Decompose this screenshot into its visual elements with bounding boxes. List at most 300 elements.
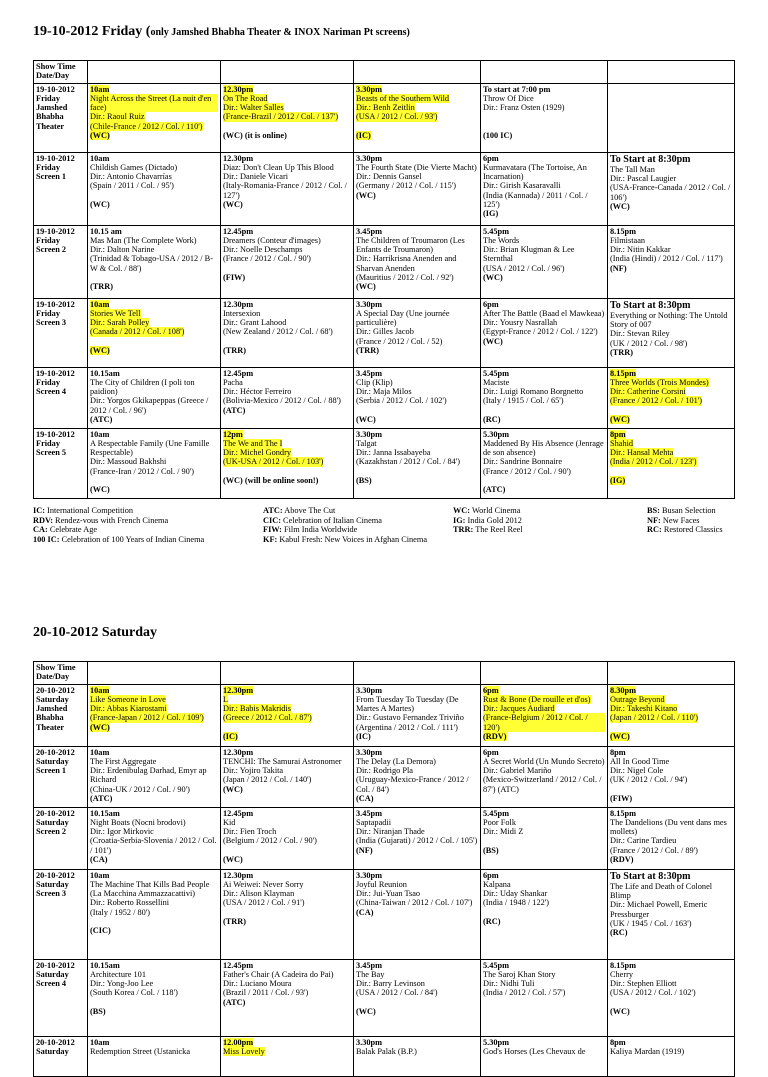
screening-line xyxy=(483,476,605,485)
screening-line: (USA / 2012 / Col. / 102') xyxy=(610,988,696,998)
header-cell-empty xyxy=(221,61,354,84)
screening-time: 3.30pm xyxy=(356,1037,383,1047)
screening-time: 12.30pm xyxy=(223,299,254,309)
screening-line xyxy=(610,406,732,415)
screening-cell xyxy=(608,225,735,298)
screening-line: Talgat xyxy=(356,438,377,448)
screening-line: (BS) xyxy=(483,845,499,855)
screening-time: 12pm xyxy=(223,429,243,439)
screening-line: Dir.: Alison Klayman xyxy=(223,889,295,899)
screening-line: Saptapadii xyxy=(356,817,392,827)
screening-line: (Argentina / 2012 / Col. / 111') xyxy=(356,722,458,732)
screening-line: (ATC) xyxy=(90,793,113,803)
screening-line: Stories We Tell xyxy=(90,308,141,318)
screening-line: Dir.: Abbas Kiarostami xyxy=(90,704,167,714)
screening-time: 10.15 am xyxy=(90,226,122,236)
screening-line: (Serbia / 2012 / Col. / 102') xyxy=(356,396,447,406)
screening-line: (WC) xyxy=(610,414,630,424)
screening-cell xyxy=(354,298,481,367)
screening-line: Dir.: Yorgos Gkikapeppas (Greece / 2012 / Col. / 96') xyxy=(90,396,209,415)
screening-line: (Mauritius / 2012 / Col. / 92') xyxy=(356,272,454,282)
screening-cell xyxy=(354,959,481,1036)
screening-line: Kid xyxy=(223,817,236,827)
screening-cell xyxy=(354,225,481,298)
screening-cell xyxy=(88,367,221,428)
screening-line: Dir.: Midi Z xyxy=(483,827,524,837)
table-row xyxy=(34,684,735,746)
screening-line: (WC) xyxy=(610,1006,630,1016)
screening-line: The Tall Man xyxy=(610,164,655,174)
screening-line: Dir.: Sarah Polley xyxy=(90,318,150,328)
screening-cell xyxy=(354,83,481,152)
venue-label: 20-10-2012 Saturday Screen 2 xyxy=(34,807,88,869)
screening-time: 5.30pm xyxy=(483,1037,510,1047)
screening-line: Dir.: Franz Osten (1929) xyxy=(483,103,565,113)
screening-time: 10am xyxy=(90,153,110,163)
screening-cell xyxy=(221,83,354,152)
screening-time: 8.15pm xyxy=(610,808,637,818)
screening-line: The Fourth State (Die Vierte Macht) xyxy=(356,162,477,172)
screening-line: Dir.: Erdenibulag Darhad, Emyr ap Richard xyxy=(90,766,207,785)
screening-line xyxy=(483,836,605,845)
screening-line: (WC) xyxy=(610,201,630,211)
screening-line: (Japan / 2012 / Col. / 110') xyxy=(610,713,699,723)
venue-label: 19-10-2012 Friday Screen 2 xyxy=(34,225,88,298)
screening-line: (Uruguay-Mexico-France / 2012 / Col. / 84') xyxy=(356,775,469,794)
screening-cell xyxy=(221,684,354,746)
header-cell-empty xyxy=(608,662,735,685)
screening-cell xyxy=(481,869,608,959)
screening-line: Dir.: Nidhi Tuli xyxy=(483,979,535,989)
screening-line: (WC) xyxy=(90,345,110,355)
screening-line: (Croatia-Serbia-Slovenia / 2012 / Col. / 101') xyxy=(90,836,217,855)
screening-line: Beasts of the Southern Wild xyxy=(356,93,450,103)
screening-time: 5.45pm xyxy=(483,808,510,818)
screening-line: Dir.: Jacques Audiard xyxy=(483,704,555,714)
venue-label: 20-10-2012 Saturday Jamshed Bhabha Theater xyxy=(34,684,88,746)
venue-label: 20-10-2012 Saturday xyxy=(34,1036,88,1076)
screening-line: Dir.: Girish Kasaravalli xyxy=(483,181,561,191)
screening-cell xyxy=(481,225,608,298)
screening-line: Dir.: Antonio Chavarrías xyxy=(90,172,172,182)
screening-line: Shahid xyxy=(610,438,634,448)
screening-line: Dir.: Noelle Deschamps xyxy=(223,245,303,255)
screening-time: To Start at 8:30pm xyxy=(610,870,691,882)
screening-line: (China-Taiwan / 2012 / Col. / 107') xyxy=(356,898,473,908)
screening-line: (TRR) xyxy=(356,345,380,355)
screening-line: A Secret World (Un Mundo Secreto) xyxy=(483,756,605,766)
screening-line: Dir.: Gabriel Mariño xyxy=(483,766,552,776)
screening-line: Father's Chair (A Cadeira do Pai) xyxy=(223,969,334,979)
screening-line: Poor Folk xyxy=(483,817,516,827)
screening-line xyxy=(223,337,351,346)
screening-time: 6pm xyxy=(483,299,499,309)
screening-line: Outrage Beyond xyxy=(610,694,665,704)
screening-line: Ai Weiwei: Never Sorry xyxy=(223,879,304,889)
venue-label: 19-10-2012 Friday Jamshed Bhabha Theater xyxy=(34,83,88,152)
screening-time: 12.45pm xyxy=(223,226,254,236)
screening-line: Diaz: Don't Clean Up This Blood xyxy=(223,162,334,172)
header-cell: Show Time Date/Day xyxy=(34,662,88,685)
venue-label: 20-10-2012 Saturday Screen 3 xyxy=(34,869,88,959)
screening-line: (Kazakhstan / 2012 / Col. / 84') xyxy=(356,457,461,467)
screening-line: (USA / 2012 / Col. / 84') xyxy=(356,988,438,998)
screening-line: Dir.: Yong-Joo Lee xyxy=(90,979,154,989)
screening-line: Dir.: Dalton Narine xyxy=(90,245,155,255)
screening-time: 3.45pm xyxy=(356,808,383,818)
screening-line: (France / 2012 / Col. / 90') xyxy=(483,466,571,476)
header-cell-empty xyxy=(88,61,221,84)
screening-cell xyxy=(354,428,481,498)
legend-item: 100 IC: Celebration of 100 Years of Indian Cinema xyxy=(33,534,205,544)
screening-line: (RC) xyxy=(483,414,501,424)
screening-line: (Italy / 1952 / 80') xyxy=(90,907,151,917)
legend-column xyxy=(263,506,427,544)
screening-line: (RDV) xyxy=(483,731,507,741)
screening-cell xyxy=(608,746,735,807)
screening-cell xyxy=(221,959,354,1036)
screening-time: 12.00pm xyxy=(223,1037,254,1047)
screening-time: 8.15pm xyxy=(610,226,637,236)
table-row xyxy=(34,225,735,298)
screening-line: (Spain / 2011 / Col. / 95') xyxy=(90,181,174,191)
screening-cell xyxy=(221,746,354,807)
table-row xyxy=(34,83,735,152)
screening-line xyxy=(223,723,351,732)
screening-line: (CA) xyxy=(356,907,374,917)
screening-line: Dir.: Gustavo Fernandez Triviño xyxy=(356,713,464,723)
screening-time: 3.30pm xyxy=(356,84,383,94)
table-row xyxy=(34,746,735,807)
screening-line xyxy=(223,908,351,917)
screening-line: The Machine That Kills Bad People (La Macchina Ammazzacattivi) xyxy=(90,879,210,899)
screening-line: (NF) xyxy=(356,845,373,855)
screening-line: (ATC) xyxy=(483,485,506,495)
screening-line: (WC) xyxy=(356,190,376,200)
screening-time: 3.45pm xyxy=(356,226,383,236)
screening-line: L xyxy=(223,694,229,704)
screening-line: Dir.: Gilles Jacob xyxy=(356,327,414,337)
header-row xyxy=(34,662,735,685)
screening-line: (TRR) xyxy=(610,347,634,357)
screening-line: (Italy / 1915 / Col. / 65') xyxy=(483,396,564,406)
screening-line: The Words xyxy=(483,235,520,245)
screening-cell xyxy=(481,367,608,428)
screening-line: (WC) (it is online) xyxy=(223,130,287,140)
screening-line: Dir.: Luciano Moura xyxy=(223,979,292,989)
screening-time: 10am xyxy=(90,84,110,94)
screening-line: Filmistaan xyxy=(610,235,646,245)
screening-line xyxy=(223,846,351,855)
screening-time: 3.30pm xyxy=(356,747,383,757)
screening-line: Dir.: Barry Levinson xyxy=(356,979,425,989)
screening-line: (France / 2012 / Col. / 52) xyxy=(356,336,443,346)
screening-cell xyxy=(221,298,354,367)
screening-line: Architecture 101 xyxy=(90,969,146,979)
screening-line xyxy=(90,337,218,346)
screening-time: 3.30pm xyxy=(356,429,383,439)
screening-time: 5.45pm xyxy=(483,368,510,378)
screening-line: Pacha xyxy=(223,377,243,387)
screening-line: (India (Kannada) / 2011 / Col. / 125') xyxy=(483,190,588,209)
screening-cell xyxy=(354,807,481,869)
screening-line: (USA / 2012 / Col. / 96') xyxy=(483,263,565,273)
screening-cell xyxy=(481,298,608,367)
screening-cell xyxy=(608,428,735,498)
screening-line: (ATC) xyxy=(223,997,246,1007)
screening-line: Dir.: Grant Lahood xyxy=(223,318,287,328)
screening-line: (Chile-France / 2012 / Col. / 110') xyxy=(90,121,203,131)
screening-cell xyxy=(221,152,354,225)
screening-line: God's Horses (Les Chevaux de xyxy=(483,1046,586,1056)
screening-line: (Belgium / 2012 / Col. / 90') xyxy=(223,836,317,846)
screening-cell xyxy=(221,367,354,428)
screening-cell xyxy=(88,225,221,298)
screening-cell xyxy=(88,746,221,807)
screening-cell xyxy=(608,1036,735,1076)
legend-item: CIC: Celebration of Italian Cinema xyxy=(263,515,382,525)
table-row xyxy=(34,959,735,1036)
screening-cell xyxy=(221,225,354,298)
screening-cell xyxy=(354,746,481,807)
screening-cell xyxy=(608,959,735,1036)
screening-line: (India / 2012 / Col. / 57') xyxy=(483,988,566,998)
screening-line: The Children of Troumaron (Les Enfants de Troumaron) xyxy=(356,235,465,255)
venue-label: 20-10-2012 Saturday Screen 4 xyxy=(34,959,88,1036)
screening-time: 3.45pm xyxy=(356,960,383,970)
screening-line: Throw Of Dice xyxy=(483,93,534,103)
screening-line xyxy=(90,998,218,1007)
legend-item: BS: Busan Selection xyxy=(647,506,716,515)
screening-cell xyxy=(608,807,735,869)
screening-time: 12.45pm xyxy=(223,808,254,818)
screening-time: 3.30pm xyxy=(356,299,383,309)
screening-line xyxy=(90,273,218,282)
screening-time: 10.15am xyxy=(90,368,120,378)
screening-line: (Bolivia-Mexico / 2012 / Col. / 88') xyxy=(223,396,341,406)
screening-time xyxy=(610,85,732,94)
screening-cell xyxy=(481,807,608,869)
screening-line xyxy=(356,998,478,1007)
screening-line: Dir.: Niranjan Thade xyxy=(356,827,425,837)
screening-time: 12.30pm xyxy=(223,84,254,94)
screening-line: (Egypt-France / 2012 / Col. / 122') xyxy=(483,327,598,337)
screening-cell xyxy=(354,684,481,746)
screening-cell xyxy=(88,152,221,225)
screening-line: Three Worlds (Trois Mondes) xyxy=(610,377,709,387)
screening-line: Dir.: Harrikrisna Anenden and Sharvan Anenden xyxy=(356,254,457,273)
screening-line: (Mexico-Switzerland / 2012 / Col. / 87') (ATC) xyxy=(483,775,602,794)
screening-line: Dir.: Uday Shankar xyxy=(483,889,548,899)
screening-line: A Special Day (Une journée particulière) xyxy=(356,308,450,328)
screening-line: Dir.: Stephen Elliott xyxy=(610,979,677,989)
screening-line: (WC) xyxy=(90,130,110,140)
screening-line: Mas Man (The Complete Work) xyxy=(90,235,197,245)
screening-line: (USA-France-Canada / 2012 / Col. / 106') xyxy=(610,183,731,202)
screening-line: Everything or Nothing: The Untold Story of 007 xyxy=(610,310,728,330)
screening-line: Dir.: Nigel Cole xyxy=(610,766,664,776)
screening-line: (Canada / 2012 / Col. / 108') xyxy=(90,327,185,337)
screening-line: Clip (Klip) xyxy=(356,377,393,387)
screening-line: (RDV) xyxy=(610,854,634,864)
screening-time: 12.30pm xyxy=(223,153,254,163)
screening-line xyxy=(610,723,732,732)
screening-line: Dir.: Catherine Corsini xyxy=(610,387,686,397)
screening-line: (WC) xyxy=(90,722,110,732)
screening-cell xyxy=(221,807,354,869)
legend-item: TRR: The Reel Reel xyxy=(453,525,523,535)
screening-line: (New Zealand / 2012 / Col. / 68') xyxy=(223,327,333,337)
screening-line: The Dandelions (Du vent dans mes mollets) xyxy=(610,817,727,837)
screening-line: Dir.: Nitin Kakkar xyxy=(610,245,671,255)
legend-column xyxy=(453,506,523,535)
screening-line: Night Boats (Nocni brodovi) xyxy=(90,817,186,827)
screening-line: (WC) xyxy=(356,1006,376,1016)
table-row xyxy=(34,367,735,428)
screening-line: Maddened By His Absence (Jenrage de son absence) xyxy=(483,438,604,458)
screening-cell xyxy=(481,959,608,1036)
header-cell-empty xyxy=(88,662,221,685)
screening-time: 8pm xyxy=(610,747,626,757)
screening-line: (France-Brazil / 2012 / Col. / 137') xyxy=(223,112,339,122)
legend-item: NF: New Faces xyxy=(647,515,700,525)
table-row xyxy=(34,807,735,869)
screening-time: To Start at 8:30pm xyxy=(610,299,691,311)
screening-line: Joyful Reunion xyxy=(356,879,407,889)
screening-cell xyxy=(481,1036,608,1076)
screening-line: (RC) xyxy=(610,928,628,938)
screening-line: (France / 2012 / Col. / 101') xyxy=(610,396,703,406)
screening-line: Dir.: Benh Zeitlin xyxy=(356,103,415,113)
screening-line: Dir.: Maja Milos xyxy=(356,387,412,397)
screening-line: Dir.: Massoud Bakhshi xyxy=(90,457,167,467)
screening-cell xyxy=(88,83,221,152)
screening-line: The First Aggregate xyxy=(90,756,157,766)
screening-line: From Tuesday To Tuesday (De Martes A Martes) xyxy=(356,694,459,714)
screening-time: 8pm xyxy=(610,1037,626,1047)
screening-line xyxy=(356,406,478,415)
screening-line: The Bay xyxy=(356,969,385,979)
screening-line: Cherry xyxy=(610,969,634,979)
screening-line xyxy=(610,998,732,1007)
screening-line: (Germany / 2012 / Col. / 115') xyxy=(356,181,457,191)
screening-line: (WC) xyxy=(356,414,376,424)
screening-line: (WC) xyxy=(356,282,376,292)
schedule-table-saturday xyxy=(33,661,735,1077)
screening-line: (TRR) xyxy=(223,916,247,926)
screening-line xyxy=(483,908,605,917)
screening-line: (FIW) xyxy=(610,793,633,803)
screening-line: Maciste xyxy=(483,377,510,387)
legend-item: CA: Celebrate Age xyxy=(33,525,98,535)
screening-cell xyxy=(481,83,608,152)
screening-time: 10am xyxy=(90,870,110,880)
screening-line xyxy=(483,112,605,121)
screening-cell xyxy=(354,367,481,428)
screening-time: 3.30pm xyxy=(356,685,383,695)
screening-cell xyxy=(354,869,481,959)
screening-cell xyxy=(354,1036,481,1076)
screening-line xyxy=(610,785,732,794)
screening-time: 12.45pm xyxy=(223,368,254,378)
table-row xyxy=(34,869,735,959)
screening-time: 5.45pm xyxy=(483,226,510,236)
screening-time: 3.45pm xyxy=(356,368,383,378)
screening-line: After The Battle (Baad el Mawkeaa) xyxy=(483,308,605,318)
screening-cell xyxy=(481,746,608,807)
screening-cell xyxy=(608,298,735,367)
screening-line xyxy=(356,467,478,476)
screening-line: (Trinidad & Tobago-USA / 2012 / B-W & Col. / 88') xyxy=(90,254,213,273)
screening-cell xyxy=(88,1036,221,1076)
screening-line xyxy=(223,122,351,131)
header-cell-empty xyxy=(354,61,481,84)
legend-column xyxy=(647,506,723,535)
screening-line: (WC) xyxy=(223,854,243,864)
screening-time: 8.15pm xyxy=(610,960,637,970)
screening-line: Intersexion xyxy=(223,308,261,318)
screening-time: 10.15am xyxy=(90,808,120,818)
day-title-saturday: 20-10-2012 Saturday xyxy=(33,625,158,640)
screening-line xyxy=(90,917,218,926)
screening-line: Dir.: Sandrine Bonnaire xyxy=(483,457,563,467)
legend-item: WC: World Cinema xyxy=(453,506,521,515)
screening-line: (TRR) xyxy=(90,282,114,292)
screening-line: (IG) xyxy=(483,209,499,219)
screening-cell xyxy=(88,807,221,869)
screening-line: (TRR) xyxy=(223,345,247,355)
table-row xyxy=(34,1036,735,1076)
legend-item: FIW: Film India Worldwide xyxy=(263,525,358,535)
screening-line xyxy=(483,998,605,1007)
legend-item: IC: International Competition xyxy=(33,506,134,515)
screening-line xyxy=(356,122,478,131)
legend-item: KF: Kabul Fresh: New Voices in Afghan Cinema xyxy=(263,534,428,544)
screening-cell xyxy=(608,684,735,746)
screening-line: (WC) (will be online soon!) xyxy=(223,475,319,485)
screening-line: The Life and Death of Colonel Blimp xyxy=(610,881,713,901)
screening-line xyxy=(483,1007,605,1016)
screening-cell xyxy=(608,152,735,225)
screening-line xyxy=(90,476,218,485)
header-cell-empty xyxy=(481,662,608,685)
venue-label: 20-10-2012 Saturday Screen 1 xyxy=(34,746,88,807)
screening-line: (BS) xyxy=(90,1006,106,1016)
screening-line: (WC) xyxy=(483,272,503,282)
screening-cell xyxy=(608,367,735,428)
screening-line: (WC) xyxy=(90,199,110,209)
screening-time: 5.30pm xyxy=(483,429,510,439)
screening-line: (France-Belgium / 2012 / Col. / 120') xyxy=(483,713,605,732)
screening-time: To start at 7:00 pm xyxy=(483,84,551,94)
screening-line: Dir.: Janna Issabayeba xyxy=(356,448,431,458)
screening-line: (WC) xyxy=(223,784,243,794)
screening-line: Dir.: Carine Tardieu xyxy=(610,836,677,846)
legend-item: RDV: Rendez-vous with French Cinema xyxy=(33,515,169,525)
screening-line: (CA) xyxy=(356,793,374,803)
screening-line: (ATC) xyxy=(90,414,113,424)
screening-cell xyxy=(608,869,735,959)
header-cell-empty xyxy=(221,662,354,685)
screening-line: Dir.: Héctor Ferreiro xyxy=(223,387,292,397)
screening-time: 8pm xyxy=(610,429,626,439)
screening-line: A Respectable Family (Une Famille Respectable) xyxy=(90,438,210,458)
screening-line xyxy=(483,122,605,131)
screening-line: Redemption Street (Ustanicka xyxy=(90,1046,190,1056)
screening-cell xyxy=(221,869,354,959)
screening-line: (USA / 2012 / Col. / 91') xyxy=(223,898,305,908)
screening-time: 10.15am xyxy=(90,960,120,970)
